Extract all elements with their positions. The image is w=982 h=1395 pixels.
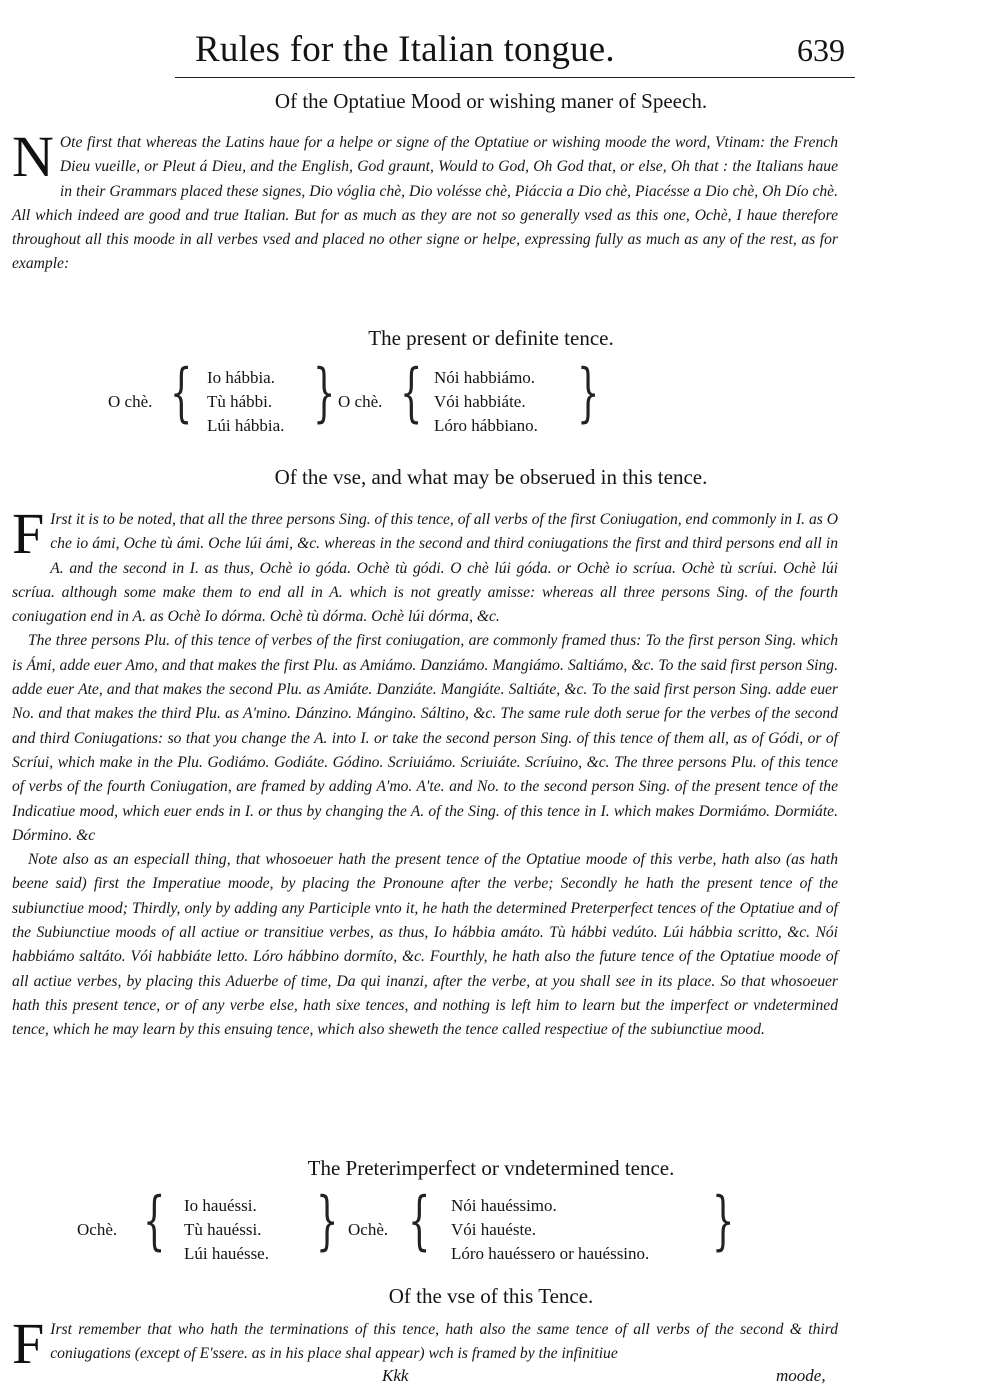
section-heading-preterimperfect: The Preterimperfect or vndetermined tence. <box>307 1156 675 1180</box>
running-header <box>195 28 845 74</box>
drop-cap: N <box>12 124 54 189</box>
left-brace: { <box>143 1184 166 1258</box>
form-plural-3: Lóro hauéssero or hauéssino. <box>451 1244 650 1263</box>
right-brace: } <box>313 356 336 430</box>
form-singular-3: Lúi hábbia. <box>207 416 285 435</box>
paragraph-use-1 <box>12 501 838 629</box>
running-title: Rules for the Italian tongue. <box>195 29 615 70</box>
right-brace: } <box>712 1184 735 1258</box>
signature-mark: Kkk <box>382 1366 409 1385</box>
section-heading-present: The present or definite tence. <box>368 326 614 350</box>
form-plural-1: Nói hauéssimo. <box>451 1196 557 1215</box>
catchword: moode, <box>776 1366 826 1385</box>
page-number: 639 <box>797 32 845 68</box>
section-heading-use: Of the vse, and what may be obserued in this tence. <box>274 465 708 489</box>
conjugation-table-present <box>0 356 982 442</box>
drop-cap: F <box>12 1311 45 1376</box>
optative-marker-plural: O chè. <box>338 392 383 411</box>
form-plural-2: Vói hauéste. <box>451 1220 536 1239</box>
paragraph-text: Ote first that whereas the Latins haue for a helpe or signe of the Optatiue or wishing moode the word, Vtinam: the French Dieu vueille, or Pleut á Dieu, and the English, God graunt, Would to God, Oh God that, or else, Oh that : the Italians haue in their Grammars placed these signes, Dio vóglia chè, Dio volésse chè, Piáccia a Dio chè, Piacésse a Dio chè, Oh Dío chè. All which indeed are good and true Italian. But for as much as they are not so generally vsed as this one, Ochè, I haue therefore throughout all this moode in all verbes vsed and placed no other signe or helpe, expressing fully as much as any of the rest, as for example: <box>12 134 838 273</box>
form-singular-3: Lúi hauésse. <box>184 1244 269 1263</box>
header-rule <box>175 77 855 78</box>
form-singular-1: Io hauéssi. <box>184 1196 257 1215</box>
left-brace: { <box>408 1184 431 1258</box>
left-brace: { <box>170 356 193 430</box>
conjugation-table-preterimperfect <box>0 1184 982 1270</box>
drop-cap: F <box>12 501 45 566</box>
right-brace: } <box>577 356 600 430</box>
optative-marker-plural: Ochè. <box>348 1220 389 1239</box>
right-brace: } <box>316 1184 339 1258</box>
form-plural-1: Nói habbiámo. <box>434 368 536 387</box>
paragraph-text: Irst it is to be noted, that all the three persons Sing. of this tence, of all verbs of the first Coniugation, end commonly in I. as O che io ámi, Oche tù ámi. Oche lúi ámi, &c. whereas in the second and third coniugations the first and third persons end all in A. and the second in I. as thus, Ochè io góda. Ochè tù gódi. O chè lúi góda. or Ochè io scríua. Ochè tù scríui. Ochè lúi scríua. although some make them to end all in A. which is not greatly amisse: whereas all three persons Sing. of the fourth coniugation end in A. as Ochè Io dórma. Ochè tù dórma. Ochè lúi dórma, &c. <box>12 511 838 626</box>
paragraph-optative <box>12 124 838 277</box>
form-singular-1: Io hábbia. <box>207 368 275 387</box>
section-heading-use2: Of the vse of this Tence. <box>388 1284 594 1308</box>
section-heading-optative: Of the Optatiue Mood or wishing maner of Speech. <box>274 89 708 113</box>
left-brace: { <box>400 356 423 430</box>
optative-marker-singular: Ochè. <box>77 1220 118 1239</box>
form-plural-3: Lóro hábbiano. <box>434 416 538 435</box>
paragraph-text: Irst remember that who hath the terminations of this tence, hath also the same tence of all verbs of the second & third coniugations (except of E'ssere. as in his place shal appear) wch is framed by the infinitiue <box>50 1321 838 1363</box>
paragraph-use-2: The three persons Plu. of this tence of verbes of the first coniugation, are commonly framed thus: To the first person Sing. which is Ámi, adde euer Amo, and that makes the first Plu. as Amiámo. Danziámo. Mangiámo. Saltiámo, &c. To the said first person Sing. adde euer Ate, and that makes the second Plu. as Amiáte. Danziáte. Mangiáte. Saltiáte, &c. To the said first person Sing. adde euer No. and that makes the third Plu. as A'mino. Dánzino. Mángino. Sáltino, &c. The same rule doth serue for the verbes of the second and third Coniugations: so that you change the A. into I. or take the second person Sing. of this tence of them all, as of Gódi, or of Scríui, which make in the Plu. Godiámo. Godiáte. Gódino. Scriuiámo. Scriuiáte. Scríuino, &c. The three persons Plu. of this tence of verbs of the fourth Coniugation, are framed by adding A'mo. A'te. and No. to the second person Sing. of the present tence of the Indicatiue mood, which euer ends in I. or thus by changing the A. of the Sing. of this tence in I. which makes Dormiámo. Dormiáte. Dórmino. &c <box>12 632 838 844</box>
form-singular-2: Tù hauéssi. <box>184 1220 262 1239</box>
paragraph-use-3: Note also as an especiall thing, that whosoeuer hath the present tence of the Optatiue moode of this verbe, hath also (as hath beene said) first the Imperatiue moode, by placing the Pronoune after the verbe; Secondly he hath the present tence of the subiunctiue mood; Thirdly, only by adding any Participle vnto it, he hath the determined Preterperfect tences of the Optatiue and of the Subiunctiue moods of all actiue or transitiue verbes, as thus, Io hábbia amáto. Tù hábbi vedúto. Lúi hábbia scritto, &c. Nói habbiámo saltáto. Vói habbiáte letto. Lóro hábbino dormíto, &c. Fourthly, he hath also the future tence of the Optatiue moode of all actiue verbes, by placing this Aduerbe of time, Da qui inanzi, after the verbe, at you shall see in its place. So that whosoeuer hath this present tence, or of any verbe else, hath sixe tences, and nothing is left him to learn but the imperfect or vndetermined tence, which he may learn by this ensuing tence, which also sheweth the tence called respectiue of the subiunctiue mood. <box>12 851 838 1039</box>
paragraph-use <box>12 501 838 1043</box>
optative-marker-singular: O chè. <box>108 392 153 411</box>
form-plural-2: Vói habbiáte. <box>434 392 526 411</box>
form-singular-2: Tù hábbi. <box>207 392 273 411</box>
